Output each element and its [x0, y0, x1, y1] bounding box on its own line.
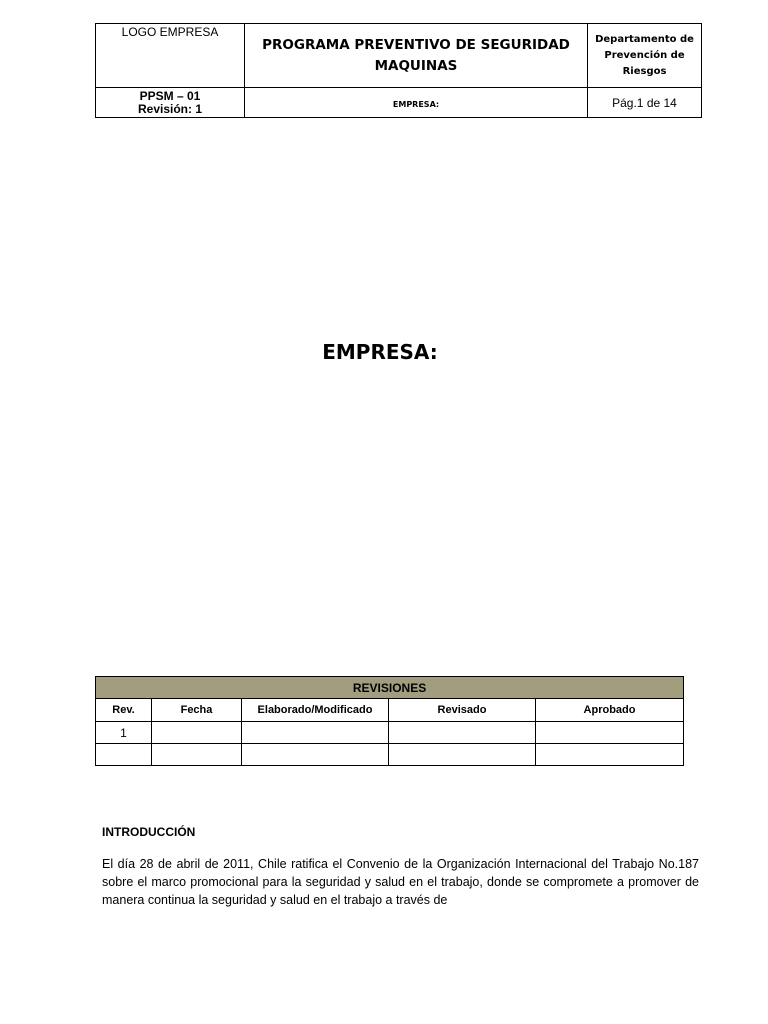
table-row — [96, 722, 684, 744]
table-cell — [152, 722, 242, 744]
document-title — [245, 24, 588, 88]
document-header — [95, 23, 702, 118]
table-cell — [152, 744, 242, 766]
column-header-elaborado: Elaborado/Modificado — [242, 699, 389, 722]
department-cell — [588, 24, 702, 88]
table-cell — [242, 722, 389, 744]
logo-text: LOGO EMPRESA — [121, 25, 219, 39]
column-header-fecha: Fecha — [152, 699, 242, 722]
empresa-label: EMPRESA: — [392, 100, 440, 109]
table-cell — [242, 744, 389, 766]
doc-code-cell — [96, 88, 245, 118]
table-cell — [536, 722, 684, 744]
title-line-2: MAQUINAS — [374, 57, 458, 74]
revisions-table — [95, 676, 684, 766]
page-number: Pág.1 de 14 — [612, 95, 677, 110]
column-header-rev: Rev. — [96, 699, 152, 722]
table-cell — [96, 744, 152, 766]
intro-paragraph: El día 28 de abril de 2011, Chile ratifica el Convenio de la Organización Internacional del Trabajo No.187 sobre el marco promocional para la seguridad y salud en el trabajo, donde se compromete a promover de manera continua la seguridad y salud en el trabajo a través de — [102, 857, 699, 907]
column-header-revisado: Revisado — [389, 699, 536, 722]
table-cell — [389, 744, 536, 766]
department-line-1: Departamento de — [595, 33, 694, 45]
doc-code: PPSM – 01 — [139, 88, 201, 103]
title-line-1: PROGRAMA PREVENTIVO DE SEGURIDAD — [262, 36, 570, 53]
page-number-cell — [588, 88, 702, 118]
table-cell: 1 — [96, 722, 152, 744]
company-title: EMPRESA: — [322, 340, 438, 364]
empresa-label-cell — [245, 88, 588, 118]
department-line-3: Riesgos — [622, 65, 667, 77]
revisions-caption: REVISIONES — [96, 677, 684, 699]
column-header-aprobado: Aprobado — [536, 699, 684, 722]
table-row — [96, 744, 684, 766]
table-cell — [536, 744, 684, 766]
logo-placeholder — [96, 24, 245, 88]
department-line-2: Prevención de — [604, 49, 685, 61]
intro-heading: INTRODUCCIÓN — [102, 825, 196, 839]
table-cell — [389, 722, 536, 744]
revision-number: Revisión: 1 — [137, 101, 203, 116]
